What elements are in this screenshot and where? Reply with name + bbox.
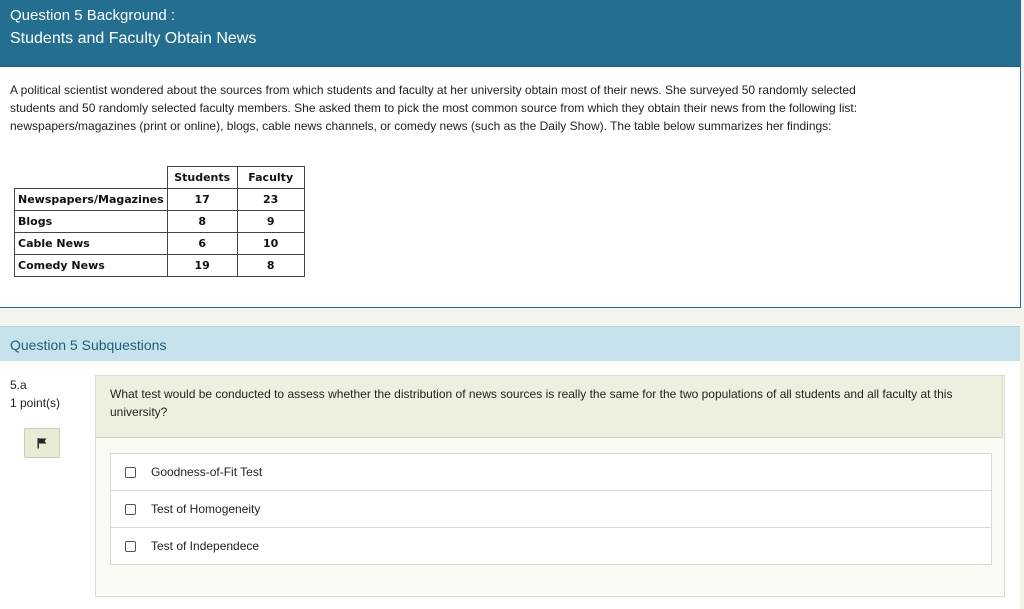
- question-header: [0, 0, 1020, 67]
- table-row: [15, 189, 305, 211]
- findings-table: [14, 166, 305, 277]
- table-cell-faculty: 8: [237, 255, 304, 277]
- table-cell-faculty: 10: [237, 233, 304, 255]
- table-cell-faculty: 9: [237, 211, 304, 233]
- answer-option[interactable]: [111, 491, 991, 528]
- answer-option-label[interactable]: Test of Independece: [151, 539, 260, 553]
- table-row: [15, 255, 305, 277]
- table-header-row: [15, 167, 305, 189]
- subquestions-header: [0, 326, 1020, 361]
- table-header-students: Students: [167, 167, 237, 189]
- answer-option[interactable]: [111, 454, 991, 491]
- question-header-title: Question 5 Background :: [10, 7, 176, 24]
- background-paragraph: A political scientist wondered about the sources from which students and faculty at her university obtain most of their news. She surveyed 50 randomly selected students and 50 randomly selected faculty members. She asked them to pick the most common source from which they obtain their news from the following list: newspapers/magazines (print or online), blogs, cable news channels, or comedy news (such as the Daily Show). The table below summarizes her findings:: [10, 83, 858, 133]
- answer-option-label[interactable]: Test of Homogeneity: [151, 502, 261, 516]
- answer-option-label[interactable]: Goodness-of-Fit Test: [151, 465, 263, 479]
- question-header-subtitle: Students and Faculty Obtain News: [10, 30, 257, 47]
- table-row-label: Newspapers/Magazines: [15, 189, 168, 211]
- table-cell-faculty: 23: [237, 189, 304, 211]
- question-text: What test would be conducted to assess whether the distribution of news sources is really the same for the two populations of all students and all faculty at this university?: [110, 387, 953, 419]
- table-header-faculty: Faculty: [237, 167, 304, 189]
- table-row: [15, 211, 305, 233]
- answer-checkbox[interactable]: [125, 467, 136, 478]
- answer-checkbox[interactable]: [125, 504, 136, 515]
- question-meta: [10, 376, 60, 412]
- table-row-label: Cable News: [15, 233, 168, 255]
- table-row: [15, 233, 305, 255]
- table-row-label: Comedy News: [15, 255, 168, 277]
- subquestions-title: Question 5 Subquestions: [10, 337, 167, 353]
- table-cell-students: 19: [167, 255, 237, 277]
- table-cell-students: 17: [167, 189, 237, 211]
- answer-options: [110, 453, 992, 565]
- table-row-label: Blogs: [15, 211, 168, 233]
- table-cell-students: 6: [167, 233, 237, 255]
- answer-option[interactable]: [111, 528, 991, 564]
- flag-icon: [36, 437, 48, 449]
- question-points: 1 point(s): [10, 396, 61, 410]
- question-prompt: [95, 375, 1003, 438]
- table-corner-cell: [15, 167, 168, 189]
- table-cell-students: 8: [167, 211, 237, 233]
- question-number: 5.a: [10, 378, 27, 392]
- flag-button[interactable]: [24, 428, 60, 458]
- answer-checkbox[interactable]: [125, 541, 136, 552]
